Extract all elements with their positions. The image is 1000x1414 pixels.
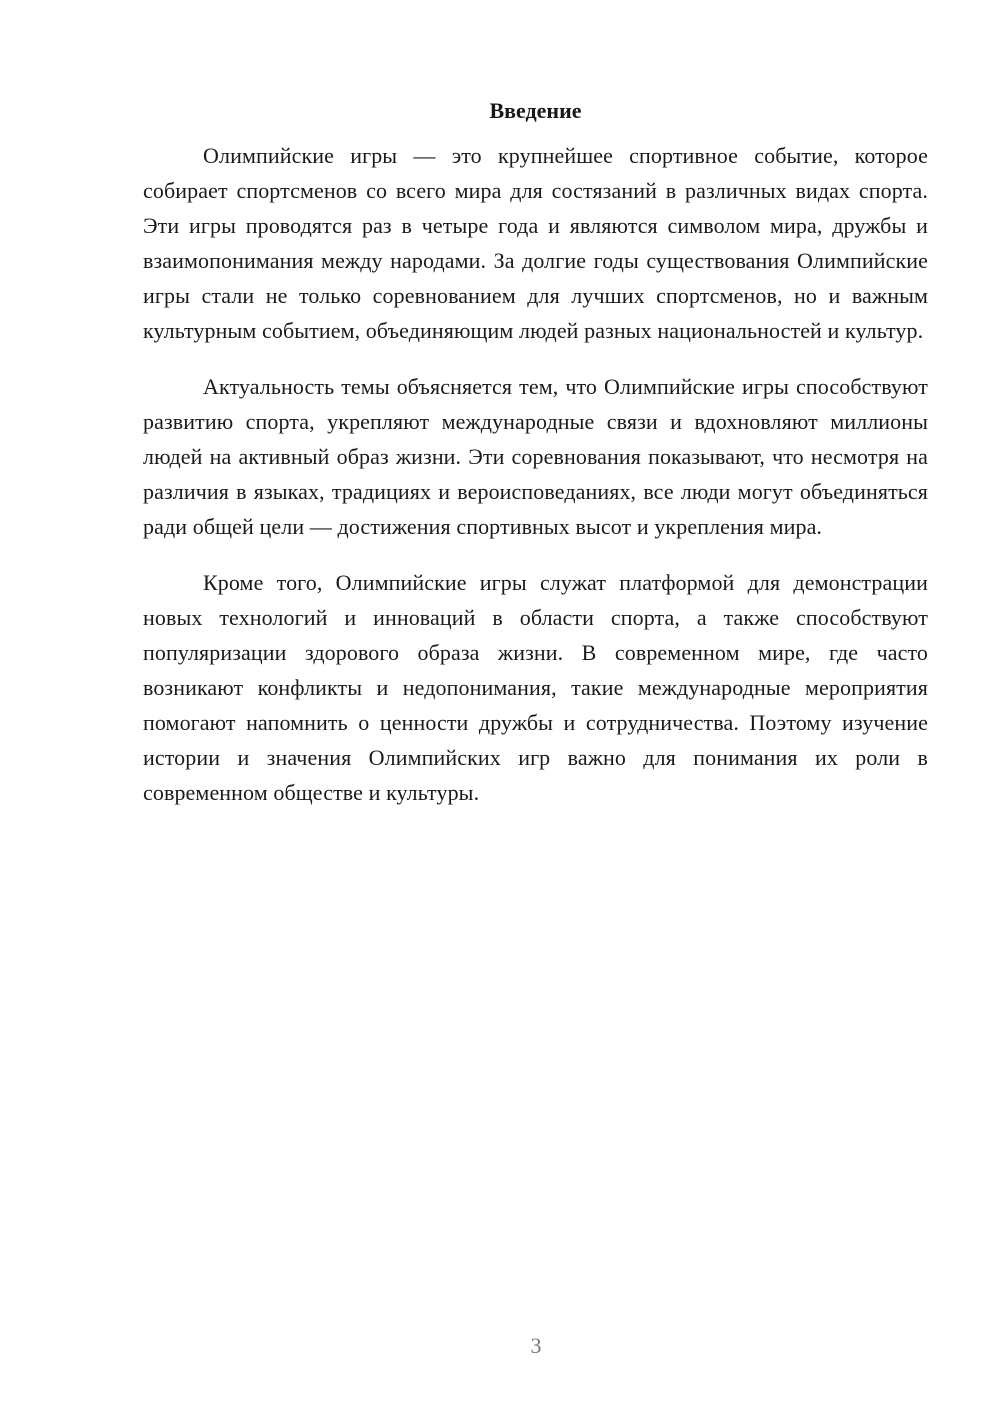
paragraph-relevance: Актуальность темы объясняется тем, что Олимпийские игры способствуют развитию спорта, укрепляют международные связи и вдохновляют миллионы людей на активный образ жизни. Эти соревнования показывают, что несмотря на различия в языках, традициях и вероисповеданиях, все люди могут объединяться ради общей цели — достижения спортивных высот и укрепления мира. bbox=[143, 374, 928, 539]
paragraph-introduction: Олимпийские игры — это крупнейшее спортивное событие, которое собирает спортсменов со всего мира для состязаний в различных видах спорта. Эти игры проводятся раз в четыре года и являются символом мира, дружбы и взаимопонимания между народами. За долгие годы существования Олимпийские игры стали не только соревнованием для лучших спортсменов, но и важным культурным событием, объединяющим людей разных национальностей и культур. bbox=[143, 143, 928, 343]
section-title: Введение bbox=[489, 98, 582, 123]
page-number: 3 bbox=[530, 1333, 542, 1358]
page-content bbox=[143, 96, 928, 831]
paragraph-additional: Кроме того, Олимпийские игры служат платформой для демонстрации новых технологий и инноваций в области спорта, а также способствуют популяризации здорового образа жизни. В современном мире, где часто возникают конфликты и недопонимания, такие международные мероприятия помогают напомнить о ценности дружбы и сотрудничества. Поэтому изучение истории и значения Олимпийских игр важно для понимания их роли в современном обществе и культуры. bbox=[143, 570, 928, 805]
